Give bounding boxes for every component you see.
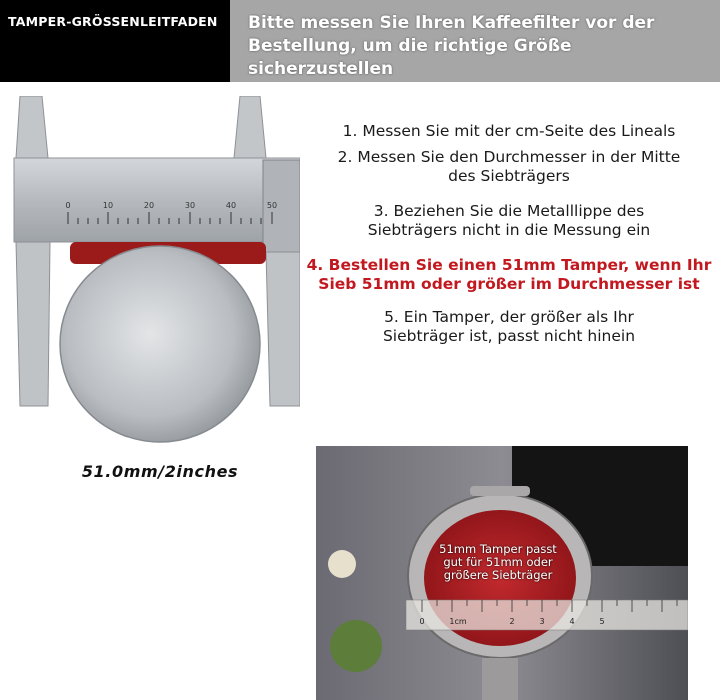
step-3: 3. Beziehen Sie die Metalllippe des Siebträgers nicht in die Messung ein bbox=[367, 202, 651, 239]
step-5: 5. Ein Tamper, der größer als Ihr Siebträger ist, passt nicht hinein bbox=[382, 308, 636, 345]
caliper-left-lower-jaw bbox=[16, 242, 50, 406]
ruler-label-1cm: 1cm bbox=[449, 617, 467, 626]
tamper-fit-label: 51mm Tamper passt gut für 51mm oder größere Siebträger bbox=[439, 542, 557, 582]
flower bbox=[328, 550, 356, 578]
ruler-label-2: 2 bbox=[509, 617, 515, 626]
caliper-right-lower-jaw bbox=[266, 252, 300, 406]
caliper-photo bbox=[8, 96, 300, 446]
ruler-label-3: 3 bbox=[539, 617, 545, 626]
guide-title: TAMPER-GRÖSSENLEITFADEN bbox=[8, 14, 218, 29]
ruler bbox=[406, 600, 688, 630]
caliper-left-upper-jaw bbox=[16, 96, 48, 158]
ruler-label-4: 4 bbox=[569, 617, 575, 626]
scale-label-20: 20 bbox=[143, 201, 155, 210]
caliper-beam bbox=[14, 158, 300, 242]
caliper-right-upper-jaw bbox=[234, 96, 266, 158]
header-left-banner bbox=[0, 0, 230, 82]
plant-leaves bbox=[330, 620, 382, 672]
tamper-base-disc bbox=[60, 246, 260, 442]
scale-label-0: 0 bbox=[65, 201, 71, 210]
header-right-banner bbox=[230, 0, 720, 82]
scale-label-30: 30 bbox=[184, 201, 196, 210]
ruler-label-0: 0 bbox=[419, 617, 425, 626]
caliper-measurement-caption: 51.0mm/2inches bbox=[81, 462, 239, 481]
ruler-label-5: 5 bbox=[599, 617, 605, 626]
portafilter-spout bbox=[470, 486, 530, 496]
step-2: 2. Messen Sie den Durchmesser in der Mitte des Siebträgers bbox=[337, 148, 681, 185]
scale-label-40: 40 bbox=[225, 201, 237, 210]
measure-instruction: Bitte messen Sie Ihren Kaffeefilter vor der Bestellung, um die richtige Größe sicherzustellen bbox=[248, 13, 655, 79]
step-1: 1. Messen Sie mit der cm-Seite des Lineals bbox=[342, 122, 676, 140]
scale-label-50: 50 bbox=[266, 201, 278, 210]
step-4-highlight: 4. Bestellen Sie einen 51mm Tamper, wenn Ihr Sieb 51mm oder größer im Durchmesser ist bbox=[306, 256, 712, 293]
portafilter-handle bbox=[482, 658, 518, 700]
scale-label-10: 10 bbox=[102, 201, 114, 210]
